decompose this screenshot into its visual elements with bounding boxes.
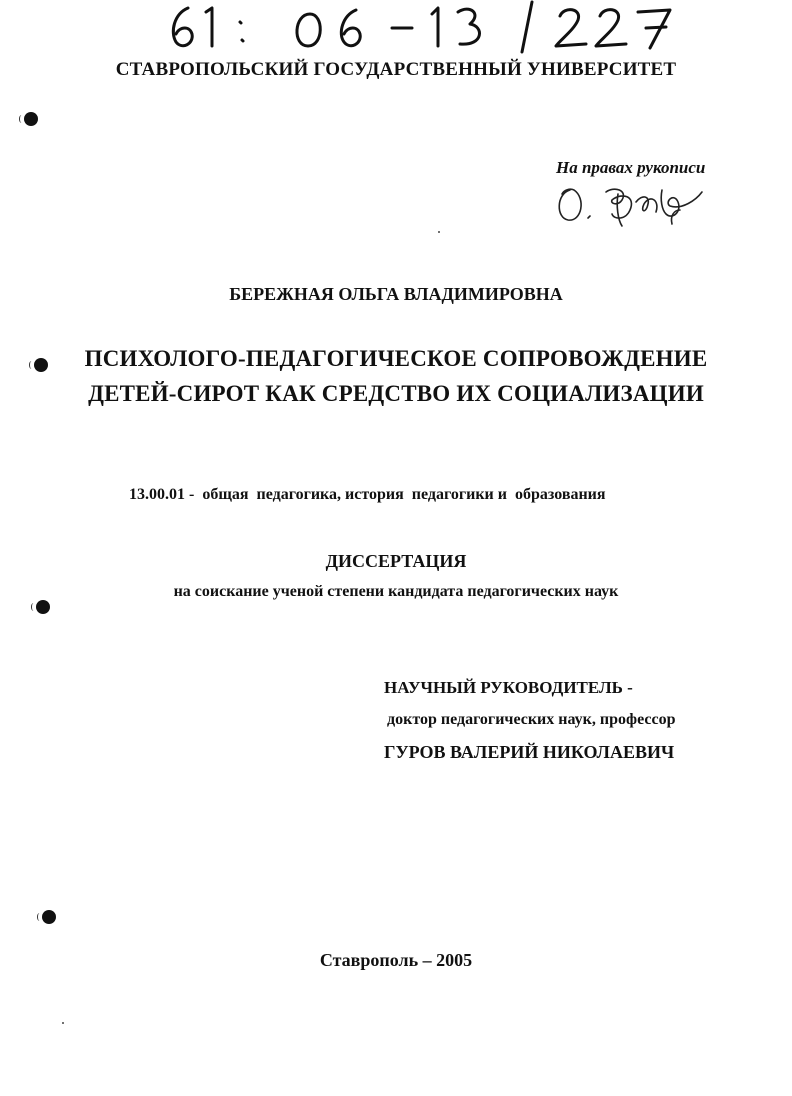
punch-hole-mark (36, 600, 50, 614)
author-name: БЕРЕЖНАЯ ОЛЬГА ВЛАДИМИРОВНА (229, 284, 563, 304)
university-name: СТАВРОПОЛЬСКИЙ ГОСУДАРСТВЕННЫЙ УНИВЕРСИТЕТ (115, 59, 677, 80)
supervisor-degree: доктор педагогических наук, профессор (387, 711, 676, 728)
scan-speck (438, 231, 440, 233)
document-type: ДИССЕРТАЦИЯ (325, 551, 467, 571)
scan-speck (62, 1022, 64, 1024)
author-signature (552, 180, 712, 230)
dissertation-title-line-1: ПСИХОЛОГО-ПЕДАГОГИЧЕСКОЕ СОПРОВОЖДЕНИЕ (84, 346, 708, 371)
manuscript-rights-note: На правах рукописи (556, 158, 706, 177)
punch-hole-mark (42, 910, 56, 924)
supervisor-label: НАУЧНЫЙ РУКОВОДИТЕЛЬ - (384, 678, 633, 697)
place-and-year: Ставрополь – 2005 (319, 950, 473, 970)
punch-hole-mark (24, 112, 38, 126)
dissertation-title-line-2: ДЕТЕЙ-СИРОТ КАК СРЕДСТВО ИХ СОЦИАЛИЗАЦИИ (88, 381, 704, 406)
supervisor-name: ГУРОВ ВАЛЕРИЙ НИКОЛАЕВИЧ (384, 742, 675, 762)
degree-description: на соискание ученой степени кандидата педагогических наук (173, 583, 619, 600)
handwritten-archive-code (160, 0, 700, 54)
specialty-code: 13.00.01 - общая педагогика, история педагогики и образования (129, 486, 606, 503)
